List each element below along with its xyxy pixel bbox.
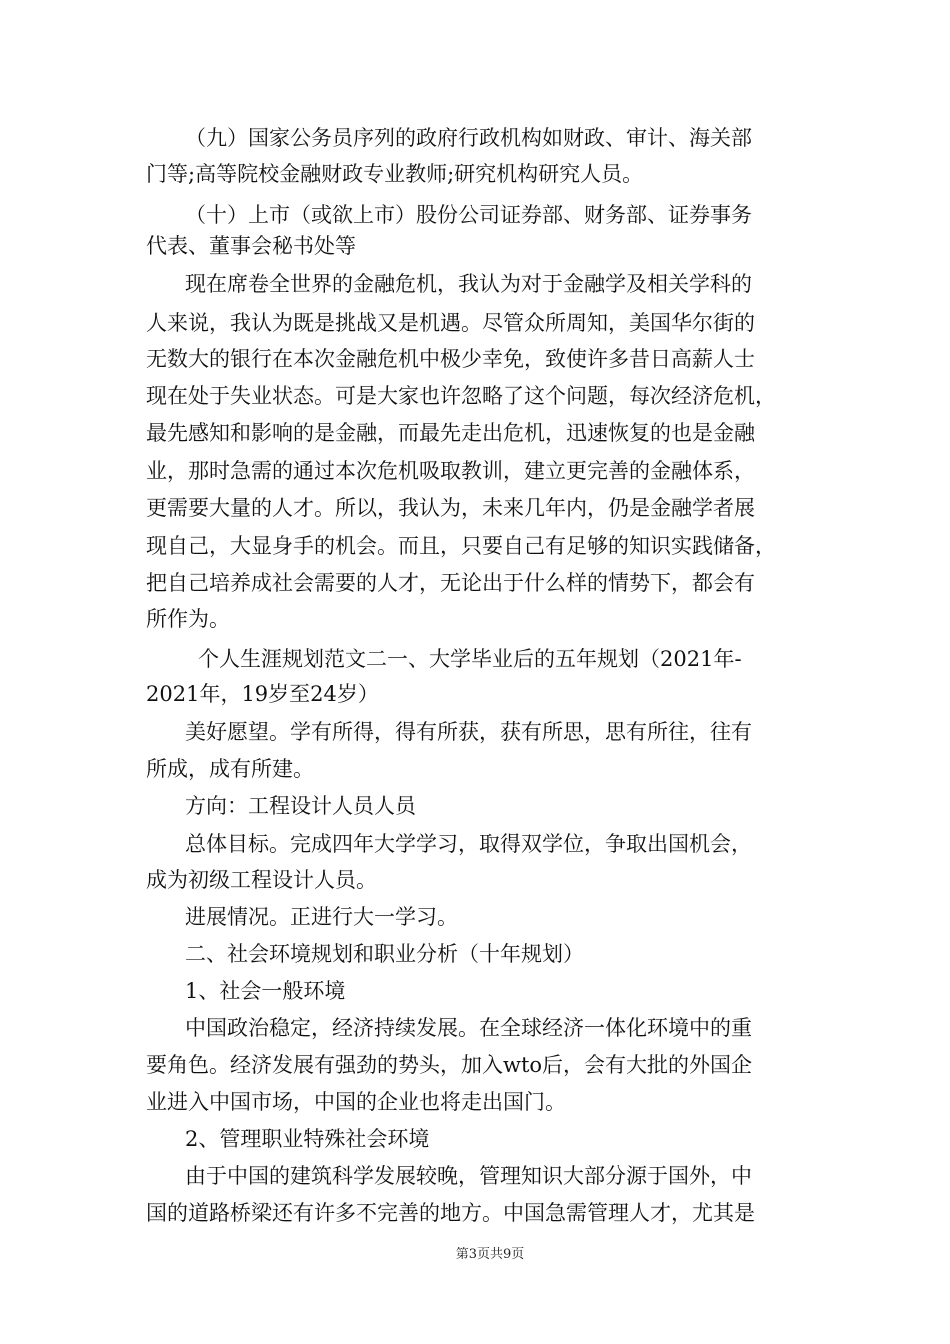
text-line: 进展情况。正进行大一学习。 — [185, 905, 458, 929]
text-line: 更需要大量的人才。所以，我认为，未来几年内，仍是金融学者展 — [146, 496, 755, 520]
section-heading: 个人生涯规划范文二一、大学毕业后的五年规划（2021年- — [198, 647, 742, 671]
text-line: 总体目标。完成四年大学学习，取得双学位，争取出国机会， — [185, 832, 752, 856]
text-line: 2021年，19岁至24岁） — [146, 682, 379, 706]
text-line: 成为初级工程设计人员。 — [146, 868, 377, 892]
text-line: 现在处于失业状态。可是大家也许忽略了这个问题，每次经济危机， — [146, 384, 776, 408]
text-line: 人来说，我认为既是挑战又是机遇。尽管众所周知，美国华尔街的 — [146, 311, 755, 335]
text-line: 业进入中国市场，中国的企业也将走出国门。 — [146, 1090, 566, 1114]
section-heading: 二、社会环境规划和职业分析（十年规划） — [185, 942, 584, 966]
text-line: （九）国家公务员序列的政府行政机构如财政、审计、海关部 — [185, 126, 752, 150]
text-line: 代表、董事会秘书处等 — [146, 234, 356, 258]
text-line: 门等;高等院校金融财政专业教师;研究机构研究人员。 — [146, 162, 644, 186]
text-line: 所作为。 — [146, 607, 230, 631]
subsection-heading: 2、管理职业特殊社会环境 — [185, 1127, 430, 1151]
page-number: 第3页共9页 — [455, 1247, 525, 1262]
text-line: 业，那时急需的通过本次危机吸取教训，建立更完善的金融体系， — [146, 459, 755, 483]
text-line: 国的道路桥梁还有许多不完善的地方。中国急需管理人才，尤其是 — [146, 1201, 755, 1225]
subsection-heading: 1、社会一般环境 — [185, 979, 346, 1003]
text-line: 方向：工程设计人员人员 — [185, 794, 416, 818]
text-line: 无数大的银行在本次金融危机中极少幸免，致使许多昔日高薪人士 — [146, 347, 755, 371]
text-line: 把自己培养成社会需要的人才，无论出于什么样的情势下，都会有 — [146, 571, 755, 595]
text-line: 现自己，大显身手的机会。而且，只要自己有足够的知识实践储备， — [146, 534, 776, 558]
text-line: （十）上市（或欲上市）股份公司证券部、财务部、证券事务 — [185, 203, 752, 227]
text-line: 由于中国的建筑科学发展较晚，管理知识大部分源于国外，中 — [185, 1164, 752, 1188]
text-line: 现在席卷全世界的金融危机，我认为对于金融学及相关学科的 — [185, 272, 752, 296]
text-line: 中国政治稳定，经济持续发展。在全球经济一体化环境中的重 — [185, 1016, 752, 1040]
text-line: 最先感知和影响的是金融，而最先走出危机，迅速恢复的也是金融 — [146, 421, 755, 445]
text-line: 美好愿望。学有所得，得有所获，获有所思，思有所往，往有 — [185, 720, 752, 744]
text-line: 所成，成有所建。 — [146, 757, 314, 781]
text-line: 要角色。经济发展有强劲的势头，加入wto后，会有大批的外国企 — [146, 1053, 753, 1077]
